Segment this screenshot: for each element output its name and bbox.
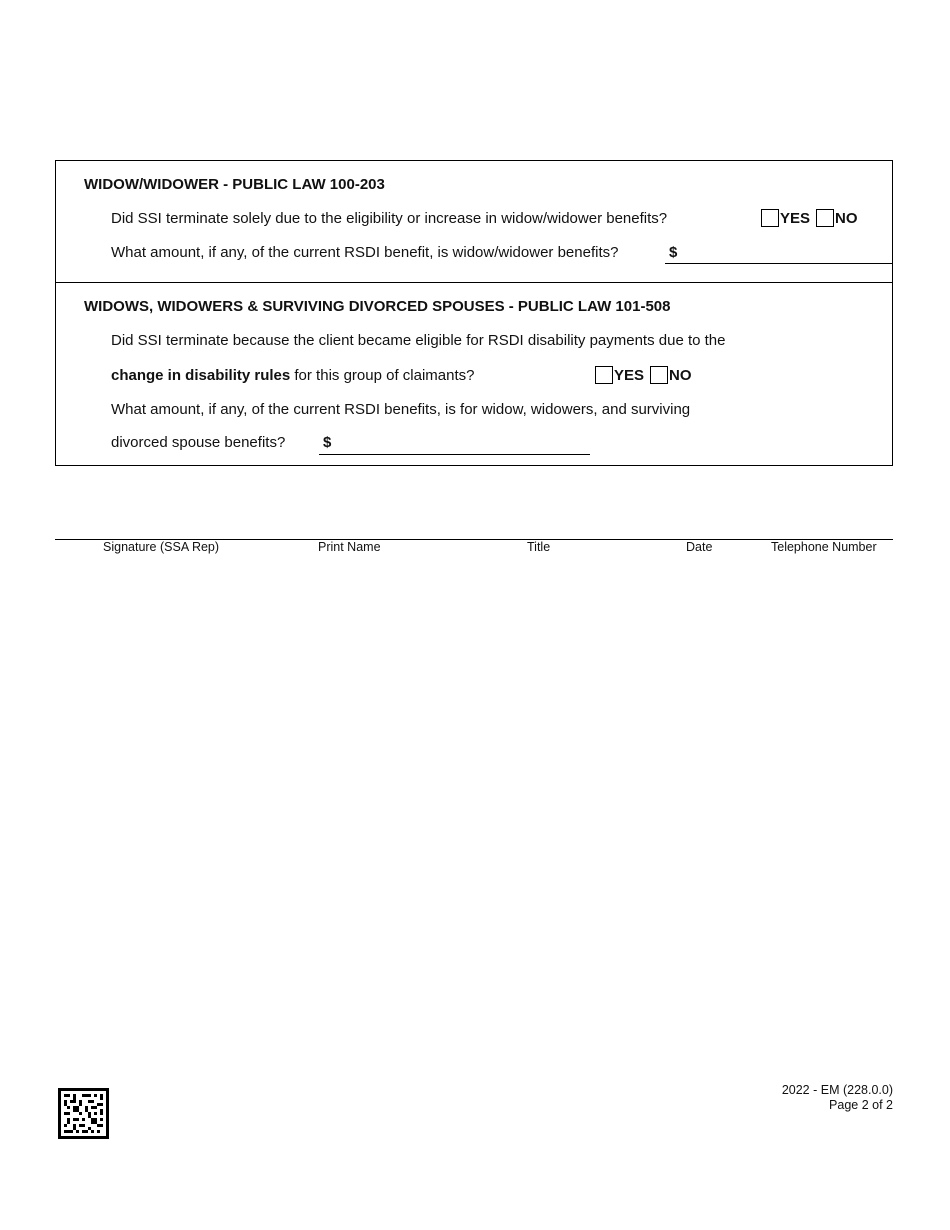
form-id: 2022 - EM (228.0.0) xyxy=(781,1083,893,1097)
section1-heading: WIDOW/WIDOWER - PUBLIC LAW 100-203 xyxy=(84,176,385,193)
section1-question1: Did SSI terminate solely due to the eligibility or increase in widow/widower benefits? xyxy=(111,210,668,227)
section2-yes-checkbox[interactable] xyxy=(595,366,613,384)
section-divider xyxy=(55,282,893,283)
section2-currency-symbol: $ xyxy=(323,434,332,451)
section2-no-checkbox[interactable] xyxy=(650,366,668,384)
title-label: Title xyxy=(527,540,551,554)
signature-label: Signature (SSA Rep) xyxy=(103,540,220,554)
section2-question1-rest: for this group of claimants? xyxy=(290,367,475,384)
section2-amount-input[interactable] xyxy=(338,434,586,452)
section2-yes-label: YES xyxy=(614,367,645,384)
section2-question1-line1: Did SSI terminate because the client became eligible for RSDI disability payments due to the xyxy=(111,332,726,349)
section1-no-checkbox[interactable] xyxy=(816,209,834,227)
section2-heading: WIDOWS, WIDOWERS & SURVIVING DIVORCED SPOUSES - PUBLIC LAW 101-508 xyxy=(84,298,671,315)
section2-question1-line2 xyxy=(111,367,474,385)
section1-yes-label: YES xyxy=(780,210,811,227)
section1-amount-underline xyxy=(665,263,893,264)
form-footer xyxy=(782,1083,893,1113)
section2-question2-line1: What amount, if any, of the current RSDI benefits, is for widow, widowers, and surviving xyxy=(111,401,691,418)
section1-currency-symbol: $ xyxy=(669,244,678,261)
section2-question2-line2: divorced spouse benefits? xyxy=(111,434,286,451)
section1-amount-input[interactable] xyxy=(684,244,889,262)
section1-question2: What amount, if any, of the current RSDI benefit, is widow/widower benefits? xyxy=(111,244,619,261)
section2-emphasis: change in disability rules xyxy=(111,367,291,384)
page-number: Page 2 of 2 xyxy=(829,1098,893,1112)
barcode-icon xyxy=(58,1088,109,1139)
telephone-label: Telephone Number xyxy=(771,540,877,554)
date-label: Date xyxy=(686,540,713,554)
section2-amount-underline xyxy=(319,454,590,455)
section1-yes-checkbox[interactable] xyxy=(761,209,779,227)
section2-no-label: NO xyxy=(669,367,692,384)
print-name-label: Print Name xyxy=(318,540,381,554)
section1-no-label: NO xyxy=(835,210,858,227)
